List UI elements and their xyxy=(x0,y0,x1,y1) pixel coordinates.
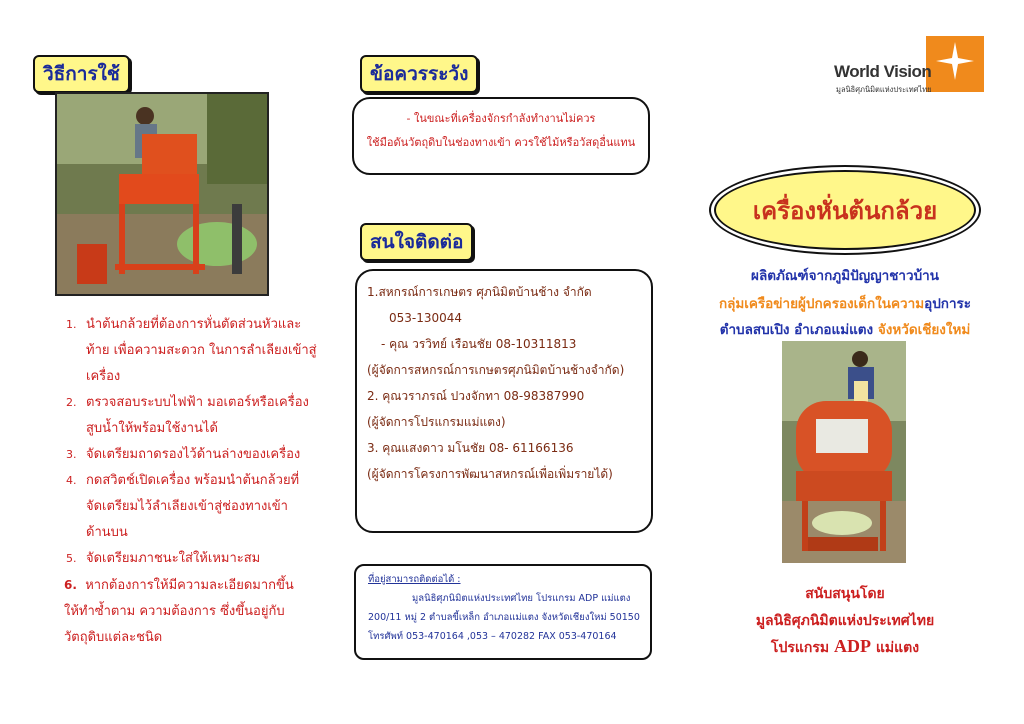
address-line-3: โทรศัพท์ 053-470164 ,053 – 470282 FAX 053-470164 xyxy=(368,631,617,642)
tagline-1: ผลิตภัณฑ์จากภูมิปัญญาชาวบ้าน xyxy=(751,268,939,284)
sponsor-org: มูลนิธิศุภนิมิตแห่งประเทศไทย xyxy=(755,613,935,629)
sponsor-program-c: แม่แตง xyxy=(870,640,920,656)
contact-line-3: - คุณ วรวิทย์ เรือนชัย 08-10311813 xyxy=(381,337,577,351)
caution-box xyxy=(352,97,650,175)
usage-step-2: 2. ตรวจสอบระบบไฟฟ้า มอเตอร์หรือเครื่อง xyxy=(66,395,309,410)
usage-step-4: 4. กดสวิตช์เปิดเครื่อง พร้อมนำต้นกล้วยที่ xyxy=(66,473,300,488)
usage-step-4-cont: ด้านบน xyxy=(86,525,128,540)
contact-line-4: (ผู้จัดการสหกรณ์การเกษตรศุภนิมิตบ้านช้างจำกัด) xyxy=(367,363,625,377)
sponsor-program-adp: ADP xyxy=(833,636,871,656)
contact-line-2: 053-130044 xyxy=(389,311,463,325)
tagline-3 xyxy=(690,318,1000,340)
contact-box xyxy=(355,269,653,533)
sponsor-title: สนับสนุนโดย xyxy=(805,586,885,602)
tagline-2b: อุปการะ xyxy=(924,296,972,312)
usage-header: วิธีการใช้ xyxy=(33,55,130,93)
product-title xyxy=(714,170,976,250)
address-line-2: 200/11 หมู่ 2 ตำบลขี้เหล็ก อำเภอแม่แตง จังหวัดเชียงใหม่ 50150 xyxy=(368,612,640,623)
usage-step-3: 3. จัดเตรียมถาดรองไว้ด้านล่างของเครื่อง xyxy=(66,447,301,462)
sponsor-program xyxy=(690,636,1000,659)
usage-step-1-cont: ท้าย เพื่อความสะดวก ในการลำเลียงเข้าสู่ xyxy=(86,343,317,358)
sponsor-program-a: โปรแกรม xyxy=(770,640,834,656)
logo-subtext: มูลนิธิศุภนิมิตแห่งประเทศไทย xyxy=(836,85,932,94)
contact-line-7: 3. คุณแสงดาว มโนชัย 08- 61166136 xyxy=(367,441,574,455)
usage-step-5: 5. จัดเตรียมภาชนะใส่ให้เหมาะสม xyxy=(66,551,261,566)
caution-line-1: - ในขณะที่เครื่องจักรกำลังทำงานไม่ควร xyxy=(406,112,596,125)
contact-line-1: 1.สหกรณ์การเกษตร ศุภนิมิตบ้านช้าง จำกัด xyxy=(367,285,592,299)
address-box xyxy=(354,564,652,660)
tagline-3a: ตำบลสบเปิง อำเภอแม่แตง xyxy=(719,322,878,338)
address-line-1: มูลนิธิศุภนิมิตแห่งประเทศไทย โปรแกรม ADP แม่แตง xyxy=(412,593,631,604)
tagline-2a: กลุ่มเครือข่ายผู้ปกครองเด็กในความ xyxy=(718,296,925,312)
contact-line-5: 2. คุณวราภรณ์ ปวงจักทา 08-98387990 xyxy=(367,389,585,403)
usage-step-6-cont: ให้ทำซ้ำตาม ความต้องการ ซึ่งขึ้นอยู่กับ xyxy=(64,604,285,619)
usage-step-6: 6. หากต้องการให้มีความละเอียดมากขึ้น xyxy=(64,578,294,593)
machine-photo-right-image xyxy=(782,341,906,563)
address-title: ที่อยู่สามารถติดต่อได้ : xyxy=(368,574,461,585)
usage-step-1: 1. นำต้นกล้วยที่ต้องการหั่นตัดส่วนหัวและ xyxy=(66,317,302,332)
world-vision-logo xyxy=(834,36,984,98)
machine-photo-left xyxy=(55,92,269,296)
machine-photo-right xyxy=(782,341,906,563)
usage-step-2-cont: สูบน้ำให้พร้อมใช้งานได้ xyxy=(86,421,218,436)
usage-step-6-cont: วัตถุดิบแต่ละชนิด xyxy=(64,630,163,645)
machine-photo-left-image xyxy=(57,94,267,294)
contact-line-8: (ผู้จัดการโครงการพัฒนาสหกรณ์เพื่อเพิ่มรายได้) xyxy=(367,467,613,481)
usage-step-4-cont: จัดเตรียมไว้ลำเลียงเข้าสู่ช่องทางเข้า xyxy=(86,499,288,514)
usage-step-1-cont: เครื่อง xyxy=(86,369,121,384)
product-title-text: เครื่องหั่นต้นกล้วย xyxy=(752,196,938,225)
caution-header: ข้อควรระวัง xyxy=(360,55,478,93)
contact-line-6: (ผู้จัดการโปรแกรมแม่แตง) xyxy=(367,415,506,429)
logo-text: World Vision xyxy=(834,62,932,81)
tagline-2 xyxy=(690,292,1000,314)
caution-line-2: ใช้มือดันวัตถุดิบในช่องทางเข้า ควรใช้ไม้หรือวัสดุอื่นแทน xyxy=(366,136,636,149)
usage-steps xyxy=(62,312,334,651)
tagline-3b: จังหวัดเชียงใหม่ xyxy=(877,322,971,338)
contact-header: สนใจติดต่อ xyxy=(360,223,473,261)
